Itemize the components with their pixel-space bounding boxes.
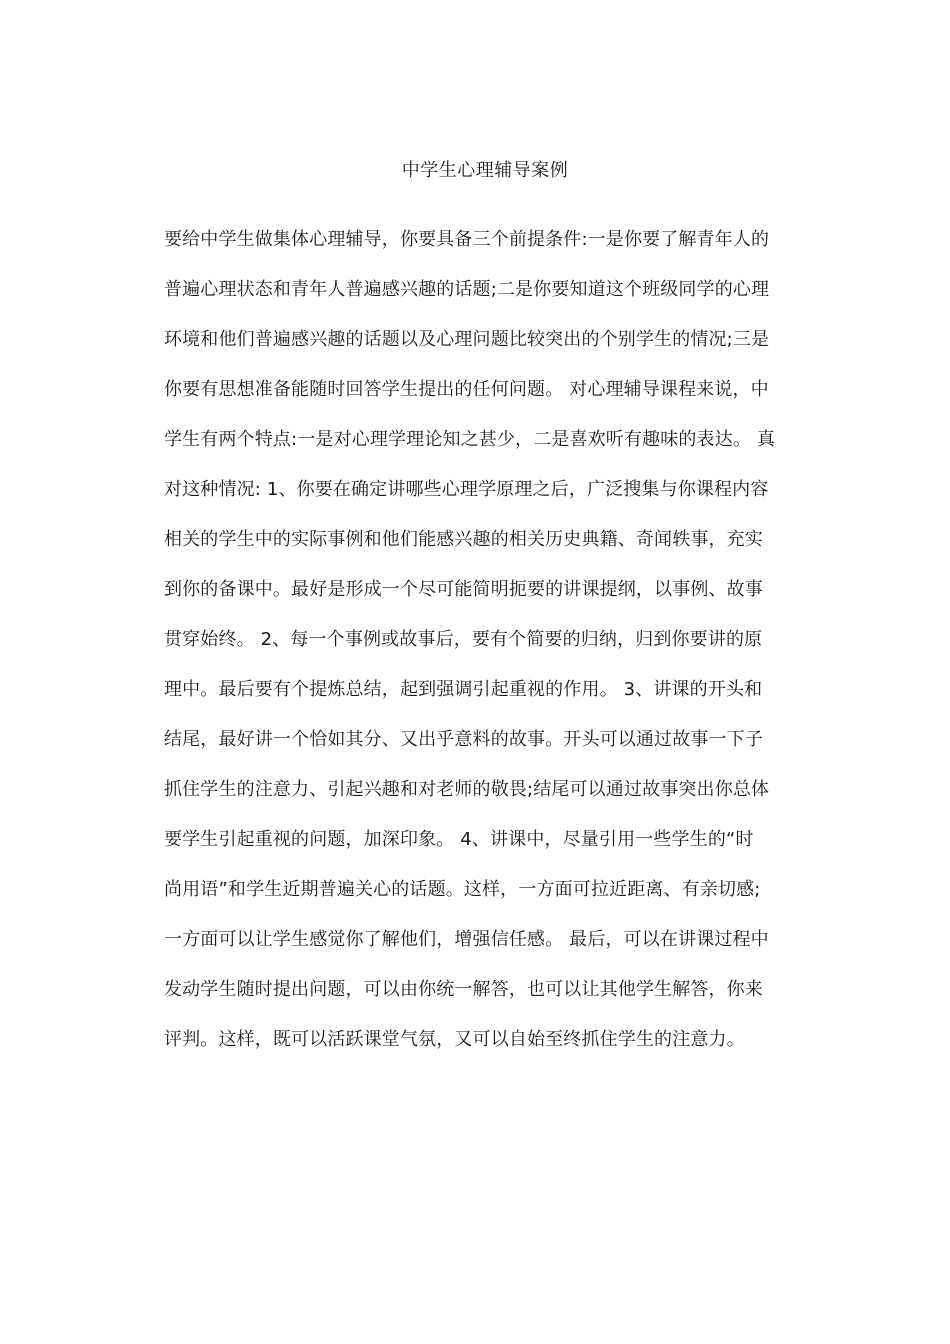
body-line: 尚用语”和学生近期普遍关心的话题。这样，一方面可拉近距离、有亲切感; [164, 879, 761, 900]
body-line: 一方面可以让学生感觉你了解他们，增强信任感。 最后，可以在讲课过程中 [164, 929, 769, 950]
body-line: 理中。最后要有个提炼总结，起到强调引起重视的作用。 3、讲课的开头和 [164, 679, 763, 700]
body-line: 贯穿始终。 2、每一个事例或故事后，要有个简要的归纳，归到你要讲的原 [164, 629, 763, 650]
body-line: 抓住学生的注意力、引起兴趣和对老师的敬畏;结尾可以通过故事突出你总体 [164, 779, 770, 800]
body-line: 发动学生随时提出问题，可以由你统一解答，也可以让其他学生解答，你来 [164, 979, 763, 1000]
body-line: 对这种情况: 1、你要在确定讲哪些心理学原理之后，广泛搜集与你课程内容 [164, 479, 769, 500]
body-line: 普遍心理状态和青年人普遍感兴趣的话题;二是你要知道这个班级同学的心理 [164, 279, 770, 300]
body-line: 环境和他们普遍感兴趣的话题以及心理问题比较突出的个别学生的情况;三是 [164, 329, 770, 350]
body-line: 相关的学生中的实际事例和他们能感兴趣的相关历史典籍、奇闻轶事，充实 [164, 529, 763, 550]
body-line: 要给中学生做集体心理辅导，你要具备三个前提条件:一是你要了解青年人的 [164, 229, 770, 250]
body-line: 到你的备课中。最好是形成一个尽可能简明扼要的讲课提纲，以事例、故事 [164, 579, 763, 600]
body-line: 你要有思想准备能随时回答学生提出的任何问题。 对心理辅导课程来说，中 [164, 379, 769, 400]
body-line: 评判。这样，既可以活跃课堂气氛，又可以自始至终抓住学生的注意力。 [164, 1029, 745, 1050]
document-body [164, 225, 844, 1075]
body-line: 学生有两个特点:一是对心理学理论知之甚少，二是喜欢听有趣味的表达。 真 [164, 429, 776, 450]
body-line: 结尾，最好讲一个恰如其分、又出乎意料的故事。开头可以通过故事一下子 [164, 729, 763, 750]
body-line: 要学生引起重视的问题，加深印象。 4、讲课中，尽量引用一些学生的“时 [164, 829, 754, 850]
document-title: 中学生心理辅导案例 [401, 160, 569, 181]
